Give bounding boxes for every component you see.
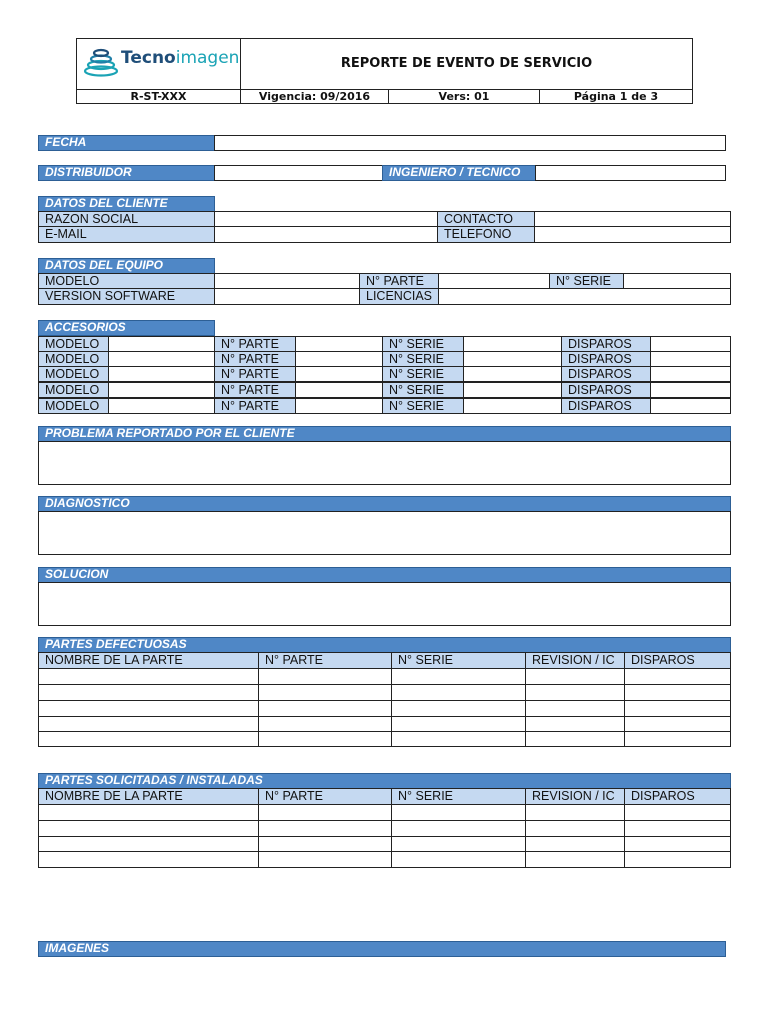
table-cell[interactable] <box>624 804 731 821</box>
table-cell[interactable] <box>525 836 625 852</box>
table-cell[interactable] <box>525 731 625 747</box>
solucion-textarea[interactable] <box>38 582 731 626</box>
table-cell[interactable] <box>258 731 392 747</box>
table-cell[interactable] <box>391 804 526 821</box>
table-cell[interactable] <box>391 731 526 747</box>
accesorio-modelo-label: MODELO <box>38 398 109 414</box>
table-cell[interactable] <box>38 804 259 821</box>
equipo-modelo-field[interactable] <box>214 273 360 289</box>
accesorio-parte-field[interactable] <box>295 366 383 382</box>
accesorio-disparos-field[interactable] <box>650 398 731 414</box>
accesorio-disparos-label: DISPAROS <box>561 366 651 382</box>
table-cell[interactable] <box>525 668 625 685</box>
partes-defectuosas-title: PARTES DEFECTUOSAS <box>38 637 731 653</box>
contacto-field[interactable] <box>534 211 731 227</box>
accesorio-modelo-field[interactable] <box>108 382 215 398</box>
table-cell[interactable] <box>38 731 259 747</box>
accesorio-serie-label: N° SERIE <box>382 398 464 414</box>
column-header-nombre: NOMBRE DE LA PARTE <box>38 652 259 669</box>
table-cell[interactable] <box>624 700 731 717</box>
column-header-disparos: DISPAROS <box>624 652 731 669</box>
table-cell[interactable] <box>624 851 731 868</box>
accesorio-parte-label: N° PARTE <box>214 336 296 352</box>
table-cell[interactable] <box>391 700 526 717</box>
accesorio-modelo-field[interactable] <box>108 336 215 352</box>
accesorio-serie-label: N° SERIE <box>382 351 464 367</box>
accesorio-modelo-label: MODELO <box>38 382 109 398</box>
column-header-revision: REVISION / IC <box>525 788 625 805</box>
accesorio-serie-field[interactable] <box>463 398 562 414</box>
diagnostico-textarea[interactable] <box>38 511 731 555</box>
equipo-modelo-label: MODELO <box>38 273 215 289</box>
table-cell[interactable] <box>624 716 731 732</box>
email-label: E-MAIL <box>38 226 215 243</box>
table-cell[interactable] <box>38 684 259 701</box>
tecnoimagen-logo-icon <box>83 45 119 77</box>
document-title: REPORTE DE EVENTO DE SERVICIO <box>340 56 593 71</box>
accesorios-section-title: ACCESORIOS <box>38 320 215 336</box>
document-version: Vers: 01 <box>388 89 540 104</box>
table-cell[interactable] <box>391 836 526 852</box>
version-software-label: VERSION SOFTWARE <box>38 288 215 305</box>
column-header-nombre: NOMBRE DE LA PARTE <box>38 788 259 805</box>
column-header-parte: N° PARTE <box>258 788 392 805</box>
logo-text-part-b: imagen <box>175 48 240 68</box>
table-cell[interactable] <box>38 836 259 852</box>
table-cell[interactable] <box>258 851 392 868</box>
document-code: R-ST-XXX <box>76 89 241 104</box>
table-cell[interactable] <box>525 716 625 732</box>
column-header-serie: N° SERIE <box>391 652 526 669</box>
table-cell[interactable] <box>525 804 625 821</box>
table-cell[interactable] <box>38 820 259 837</box>
distribuidor-field[interactable] <box>214 165 383 181</box>
table-cell[interactable] <box>258 684 392 701</box>
table-cell[interactable] <box>258 820 392 837</box>
accesorio-disparos-field[interactable] <box>650 351 731 367</box>
solucion-section-title: SOLUCION <box>38 567 731 583</box>
table-cell[interactable] <box>525 851 625 868</box>
accesorio-serie-label: N° SERIE <box>382 336 464 352</box>
cliente-section-title: DATOS DEL CLIENTE <box>38 196 215 212</box>
table-cell[interactable] <box>391 716 526 732</box>
table-cell[interactable] <box>391 820 526 837</box>
accesorio-parte-label: N° PARTE <box>214 382 296 398</box>
razon-social-field[interactable] <box>214 211 438 227</box>
licencias-field[interactable] <box>438 288 731 305</box>
equipo-serie-label: N° SERIE <box>549 273 624 289</box>
table-cell[interactable] <box>624 836 731 852</box>
equipo-parte-field[interactable] <box>438 273 550 289</box>
accesorio-disparos-label: DISPAROS <box>561 398 651 414</box>
accesorio-serie-label: N° SERIE <box>382 366 464 382</box>
document-page: Página 1 de 3 <box>539 89 693 104</box>
accesorio-parte-field[interactable] <box>295 382 383 398</box>
licencias-label: LICENCIAS <box>359 288 439 305</box>
accesorio-parte-label: N° PARTE <box>214 351 296 367</box>
accesorio-parte-label: N° PARTE <box>214 398 296 414</box>
table-cell[interactable] <box>624 684 731 701</box>
accesorio-parte-field[interactable] <box>295 351 383 367</box>
accesorio-serie-label: N° SERIE <box>382 382 464 398</box>
accesorio-modelo-field[interactable] <box>108 351 215 367</box>
table-cell[interactable] <box>624 668 731 685</box>
ingeniero-field[interactable] <box>535 165 726 181</box>
accesorio-modelo-label: MODELO <box>38 351 109 367</box>
accesorio-disparos-field[interactable] <box>650 366 731 382</box>
column-header-revision: REVISION / IC <box>525 652 625 669</box>
title-cell <box>240 38 693 90</box>
table-cell[interactable] <box>258 716 392 732</box>
accesorio-modelo-label: MODELO <box>38 366 109 382</box>
telefono-label: TELEFONO <box>437 226 535 243</box>
contacto-label: CONTACTO <box>437 211 535 227</box>
equipo-serie-field[interactable] <box>623 273 731 289</box>
partes-solicitadas-title: PARTES SOLICITADAS / INSTALADAS <box>38 773 731 789</box>
table-cell[interactable] <box>38 700 259 717</box>
fecha-label: FECHA <box>38 135 215 151</box>
accesorio-serie-field[interactable] <box>463 336 562 352</box>
ingeniero-label: INGENIERO / TECNICO <box>382 165 536 181</box>
document-vigencia: Vigencia: 09/2016 <box>240 89 389 104</box>
accesorio-modelo-field[interactable] <box>108 366 215 382</box>
logo-text-part-a: Tecno <box>121 48 176 68</box>
problema-section-title: PROBLEMA REPORTADO POR EL CLIENTE <box>38 426 731 442</box>
accesorio-disparos-label: DISPAROS <box>561 351 651 367</box>
equipo-parte-label: N° PARTE <box>359 273 439 289</box>
accesorio-parte-field[interactable] <box>295 398 383 414</box>
table-cell[interactable] <box>38 716 259 732</box>
version-software-field[interactable] <box>214 288 360 305</box>
fecha-field[interactable] <box>214 135 726 151</box>
table-cell[interactable] <box>391 684 526 701</box>
accesorio-disparos-label: DISPAROS <box>561 336 651 352</box>
razon-social-label: RAZON SOCIAL <box>38 211 215 227</box>
table-cell[interactable] <box>258 668 392 685</box>
accesorio-parte-field[interactable] <box>295 336 383 352</box>
table-cell[interactable] <box>38 668 259 685</box>
table-cell[interactable] <box>525 820 625 837</box>
email-field[interactable] <box>214 226 438 243</box>
table-cell[interactable] <box>624 731 731 747</box>
logo-cell <box>76 38 241 90</box>
table-cell[interactable] <box>624 820 731 837</box>
column-header-parte: N° PARTE <box>258 652 392 669</box>
distribuidor-label: DISTRIBUIDOR <box>38 165 215 181</box>
table-cell[interactable] <box>525 684 625 701</box>
table-cell[interactable] <box>258 700 392 717</box>
equipo-section-title: DATOS DEL EQUIPO <box>38 258 215 274</box>
accesorio-disparos-label: DISPAROS <box>561 382 651 398</box>
accesorio-serie-field[interactable] <box>463 382 562 398</box>
table-cell[interactable] <box>391 668 526 685</box>
accesorio-disparos-field[interactable] <box>650 336 731 352</box>
table-cell[interactable] <box>258 804 392 821</box>
accesorio-modelo-field[interactable] <box>108 398 215 414</box>
accesorio-serie-field[interactable] <box>463 351 562 367</box>
accesorio-serie-field[interactable] <box>463 366 562 382</box>
problema-textarea[interactable] <box>38 441 731 485</box>
accesorio-disparos-field[interactable] <box>650 382 731 398</box>
column-header-serie: N° SERIE <box>391 788 526 805</box>
telefono-field[interactable] <box>534 226 731 243</box>
table-cell[interactable] <box>38 851 259 868</box>
table-cell[interactable] <box>258 836 392 852</box>
accesorio-modelo-label: MODELO <box>38 336 109 352</box>
table-cell[interactable] <box>391 851 526 868</box>
diagnostico-section-title: DIAGNOSTICO <box>38 496 731 512</box>
column-header-disparos: DISPAROS <box>624 788 731 805</box>
accesorio-parte-label: N° PARTE <box>214 366 296 382</box>
table-cell[interactable] <box>525 700 625 717</box>
imagenes-section-title: IMAGENES <box>38 941 726 957</box>
logo-wordmark <box>121 48 239 68</box>
